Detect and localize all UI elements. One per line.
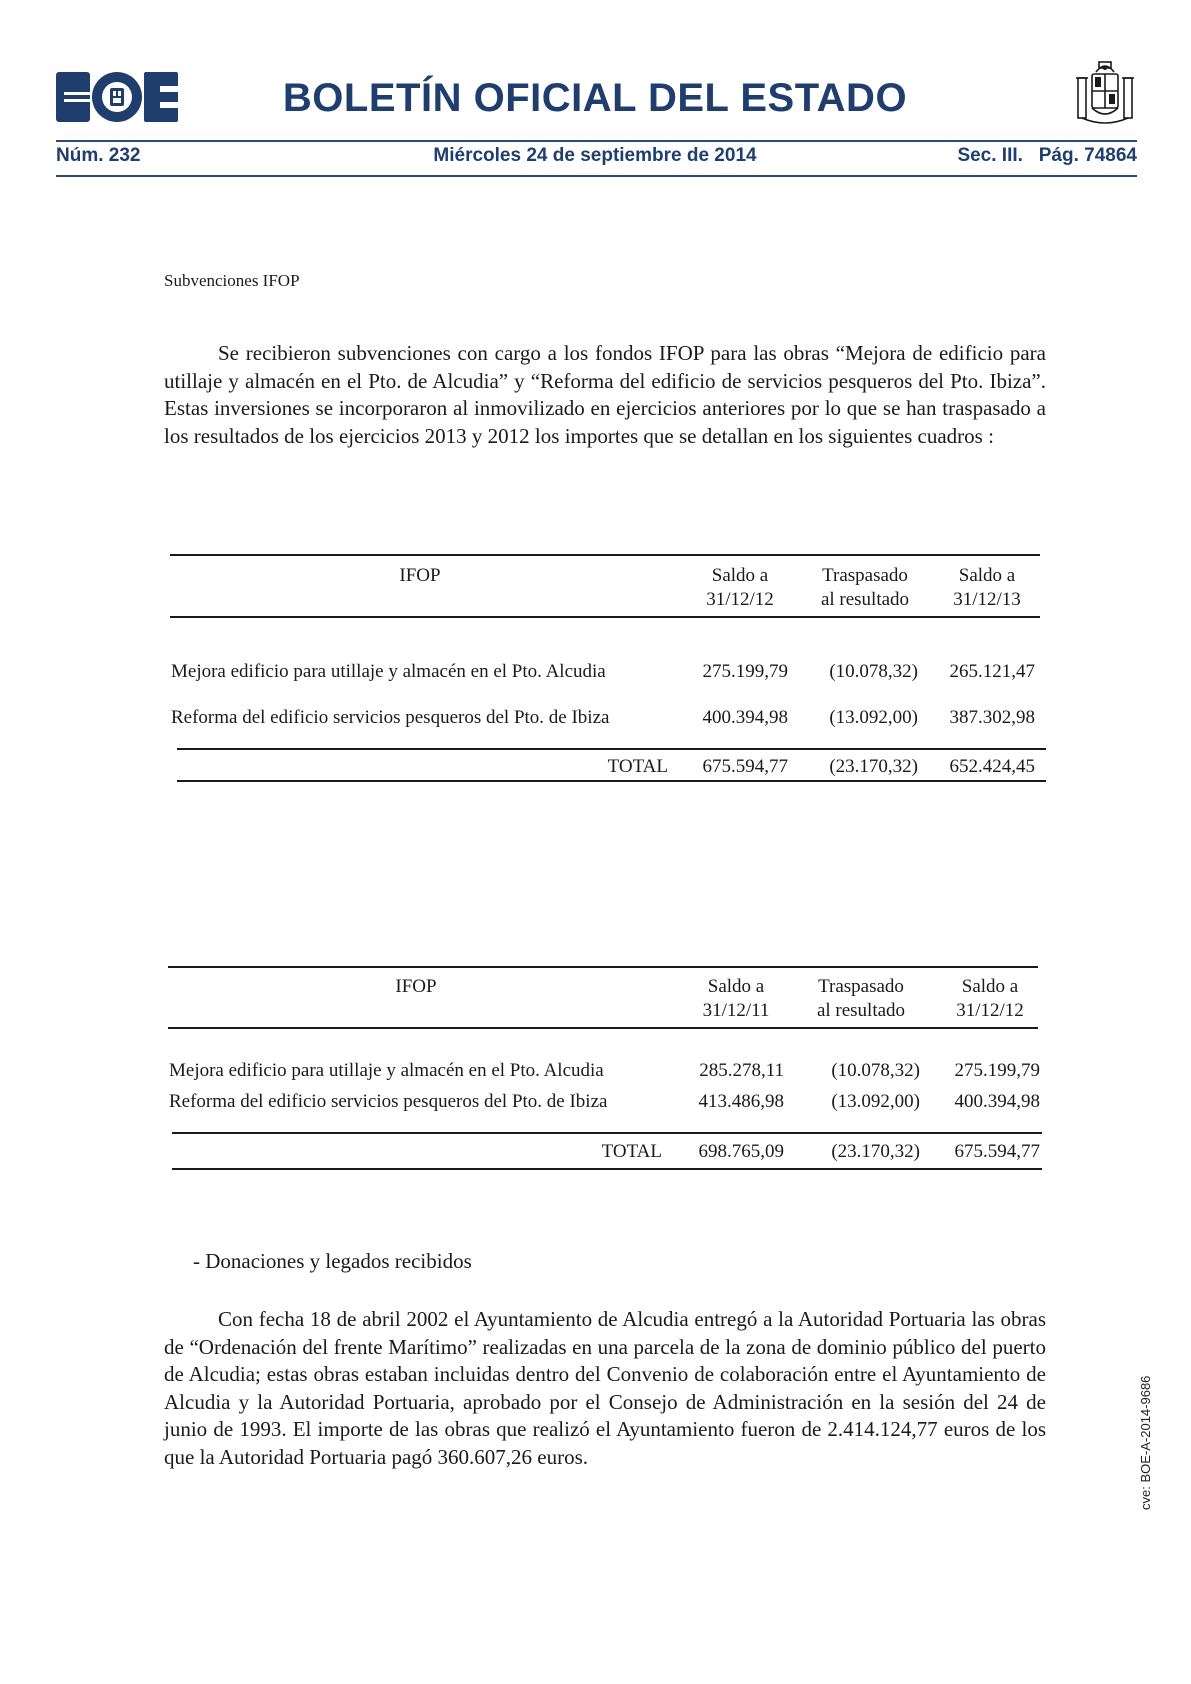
table1-total-c1: 675.594,77 [702,756,788,777]
table1-total-c2: (23.170,32) [829,756,918,777]
table-row: Reforma del edificio servicios pesqueros del Pto. de Ibiza [171,707,610,728]
table1-r2-c1: 400.394,98 [702,707,788,728]
table2-header-col2: Traspasado al resultado [816,976,906,1021]
bulletin-title: BOLETÍN OFICIAL DEL ESTADO [282,76,908,120]
table1-rule-top [170,554,1040,556]
table2-rule-bottom [172,1168,1042,1170]
table1-total-c3: 652.424,45 [949,756,1035,777]
table1-r2-c3: 387.302,98 [949,707,1035,728]
boe-logo-icon [56,72,178,122]
table2-rule-top [168,966,1038,968]
paragraph-intro: Se recibieron subvenciones con cargo a los fondos IFOP para las obras “Mejora de edificio para utillaje y almacén en el Pto. de Alcudia” y “Reforma del edificio de servicios pesqueros del Pto. Ibiza”. Estas inversiones se incorporaron al inmovilizado en ejercicios anteriores por lo que se han traspasado a los resultados de los ejercicios 2013 y 2012 los importes que se detallan en los siguientes cuadros : [164,341,1046,448]
table1-r2-c2: (13.092,00) [829,707,918,728]
header-rule-top [56,140,1137,142]
table1-header-col2: Traspasado al resultado [820,565,910,610]
table2-rule-header [168,1027,1038,1029]
table2-total-label: TOTAL [601,1141,662,1162]
table2-r1-c3: 275.199,79 [954,1060,1040,1081]
table2-r2-c3: 400.394,98 [954,1091,1040,1112]
table2-total-c3: 675.594,77 [954,1141,1040,1162]
issue-date: Miércoles 24 de septiembre de 2014 [433,145,757,166]
table1-header-col1: Saldo a 31/12/12 [706,565,774,610]
table2-r1-c2: (10.078,32) [831,1060,920,1081]
table-row: Mejora edificio para utillaje y almacén en el Pto. Alcudia [171,661,606,682]
table-row: Reforma del edificio servicios pesqueros del Pto. de Ibiza [169,1091,608,1112]
table1-r1-c2: (10.078,32) [829,661,918,682]
table2-rule-total [172,1132,1042,1134]
table2-header-col3: Saldo a 31/12/12 [956,976,1024,1021]
table1-total-label: TOTAL [607,756,668,777]
table1-rule-total [177,748,1046,750]
table2-total-c2: (23.170,32) [831,1141,920,1162]
table-row: Mejora edificio para utillaje y almacén en el Pto. Alcudia [169,1060,604,1081]
table1-rule-header [170,616,1040,618]
table1-rule-bottom [177,780,1046,782]
table1-header-ifop: IFOP [399,565,441,586]
paragraph-donations: Con fecha 18 de abril 2002 el Ayuntamiento de Alcudia entregó a la Autoridad Portuaria las obras de “Ordenación del frente Marítimo” realizadas en una parcela de la zona de dominio público del puerto de Alcudia; estas obras estaban incluidas dentro del Convenio de colaboración entre el Ayuntamiento de Alcudia y la Autoridad Portuaria, aprobado por el Consejo de Administración en la sesión del 24 de junio de 1993. El importe de las obras que realizó el Ayuntamiento fueron de 2.414.124,77 euros de los que la Autoridad Portuaria pagó 360.607,26 euros. [164,1307,1046,1469]
table1-r1-c3: 265.121,47 [949,661,1035,682]
table2-header-ifop: IFOP [395,976,437,997]
table2-r2-c1: 413.486,98 [698,1091,784,1112]
bullet-heading: - Donaciones y legados recibidos [193,1249,472,1273]
table1-r1-c1: 275.199,79 [702,661,788,682]
coat-of-arms-icon [1074,58,1136,128]
header-rule-bottom [56,175,1137,177]
table2-total-c1: 698.765,09 [698,1141,784,1162]
issue-number: Núm. 232 [56,145,141,166]
section-page: Sec. III. Pág. 74864 [957,145,1137,166]
table2-header-col1: Saldo a 31/12/11 [702,976,770,1021]
cve-code: cve: BOE-A-2014-9686 [1138,1375,1153,1510]
table2-r1-c1: 285.278,11 [699,1060,784,1081]
table1-header-col3: Saldo a 31/12/13 [953,565,1021,610]
section-heading: Subvenciones IFOP [164,271,300,290]
table2-r2-c2: (13.092,00) [831,1091,920,1112]
